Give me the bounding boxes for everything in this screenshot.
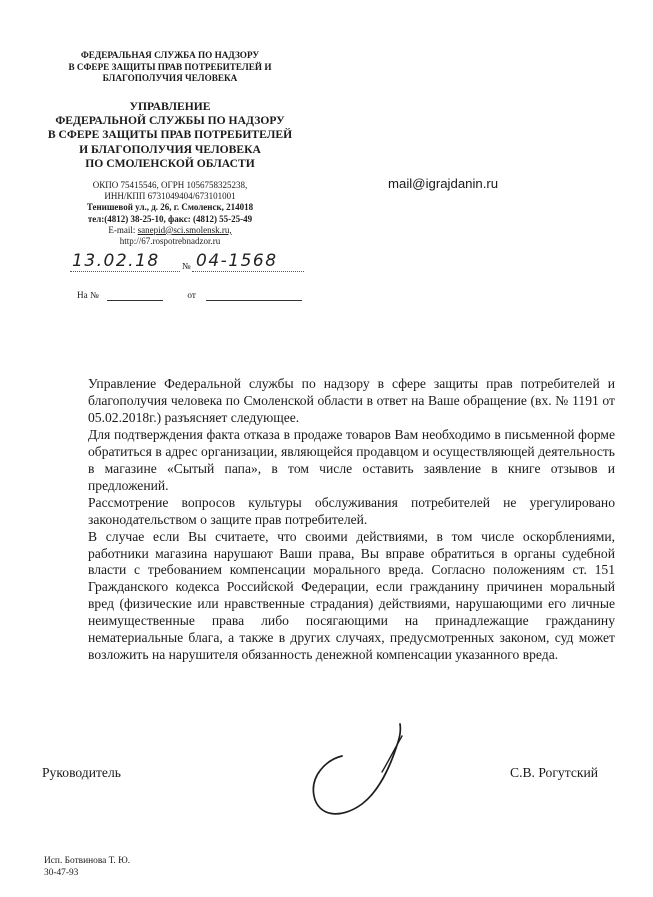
sender-phones: тел:(4812) 38-25-10, факс: (4812) 55-25-49 — [87, 213, 253, 224]
executor-name: Исп. Ботвинова Т. Ю. — [44, 856, 131, 866]
number-sign: № — [182, 261, 191, 271]
recipient-email: mail@igrajdanin.ru — [388, 176, 499, 191]
reference-label: На № — [77, 290, 99, 300]
reference-number-blank — [107, 290, 163, 301]
department-line: ФЕДЕРАЛЬНОЙ СЛУЖБЫ ПО НАДЗОРУ — [55, 114, 285, 128]
body-paragraph: Управление Федеральной службы по надзору в сфере защиты прав потребителей и благополучия человека по Смоленской области в ответ на Ваше обращение (вх. № 1191 от 05.02.2018г.) разъясняет следующее. — [88, 376, 615, 425]
department-line: И БЛАГОПОЛУЧИЯ ЧЕЛОВЕКА — [79, 142, 261, 156]
department-line: ПО СМОЛЕНСКОЙ ОБЛАСТИ — [85, 156, 255, 170]
sender-address: Тенишевой ул., д. 26, г. Смоленск, 214018 — [86, 202, 254, 213]
body-paragraph: Для подтверждения факта отказа в продаже товаров Вам необходимо в письменной форме обратиться в адрес организации, являющейся продавцом и осуществляющей деятельность в магазине «Сытый папа», в том числе оставить заявление в книге отзывов и предложений. — [88, 426, 615, 493]
department-header — [45, 100, 295, 171]
body-paragraph: Рассмотрение вопросов культуры обслуживания потребителей не урегулировано законодательством о защите прав потребителей. — [88, 494, 615, 527]
date-underline — [70, 271, 180, 272]
inn-kpp: ИНН/КПП 6731049404/673101001 — [104, 191, 236, 202]
executor-info — [44, 856, 130, 880]
reference-line — [77, 290, 302, 301]
reference-from-label: от — [187, 290, 196, 300]
sender-website[interactable]: http://67.rospotrebnadzor.ru — [119, 236, 221, 247]
department-line: УПРАВЛЕНИЕ — [129, 100, 211, 113]
executor-phone: 30-47-93 — [44, 867, 79, 878]
agency-line: ФЕДЕРАЛЬНАЯ СЛУЖБА ПО НАДЗОРУ — [80, 50, 260, 60]
signature-stroke — [382, 736, 402, 772]
body-paragraph: В случае если Вы считаете, что своими действиями, в том числе оскорблениями, работники магазина нарушают Ваши права, Вы вправе обратиться в органы судебной власти с требованием компенсации морального вреда. Согласно положениям ст. 151 Гражданского кодекса Российской Федерации, если гражданину причинен моральный вред (физические или нравственные страдания) действиями, нарушающими его личные неимущественные права либо посягающими на принадлежащие гражданину нематериальные блага, а также в других случаях, предусмотренных законом, суд может возложить на нарушителя обязанность денежной компенсации указанного вреда. — [88, 528, 615, 663]
agency-line: БЛАГОПОЛУЧИЯ ЧЕЛОВЕКА — [102, 73, 238, 84]
okpo-ogrn: ОКПО 75415546, ОГРН 1056758325238, — [92, 180, 248, 190]
signature-stroke — [313, 724, 400, 814]
sender-contacts — [45, 180, 295, 247]
reference-date-blank — [206, 290, 302, 301]
number-underline — [192, 271, 304, 272]
sender-email-line — [45, 225, 295, 236]
signatory-name: С.В. Рогутский — [510, 765, 599, 780]
signatory-role: Руководитель — [42, 765, 121, 780]
registration-number: 04-1568 — [196, 251, 278, 271]
sender-email-link[interactable]: sanepid@sci.smolensk.ru, — [137, 224, 232, 235]
email-label: E-mail: — [108, 224, 138, 235]
registration-line — [70, 251, 310, 275]
handwritten-signature — [300, 718, 430, 828]
agency-header — [45, 50, 295, 85]
agency-line: В СФЕРЕ ЗАЩИТЫ ПРАВ ПОТРЕБИТЕЛЕЙ И — [68, 61, 272, 72]
letter-body — [88, 376, 615, 664]
department-line: В СФЕРЕ ЗАЩИТЫ ПРАВ ПОТРЕБИТЕЛЕЙ — [47, 128, 293, 142]
registration-date: 13.02.18 — [72, 251, 160, 271]
